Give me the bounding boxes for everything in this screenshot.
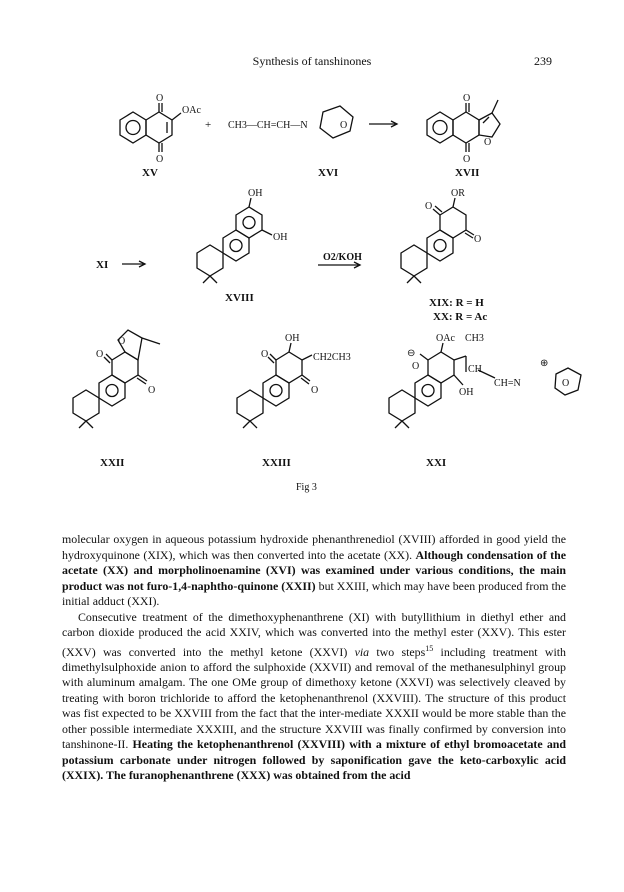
atom-o: O [148,385,156,396]
label-xviii: XVIII [225,292,254,304]
paragraph [62,610,566,784]
label-xix: XIX: R = H [429,297,484,309]
atom-o: O [425,201,433,212]
group-ch-eq-n: CH=N [494,378,521,389]
structure-xviii [197,198,272,283]
structure-xxi [389,343,581,428]
group-ch3: CH3 [465,333,484,344]
atom-oh: OH [459,387,474,398]
running-title: Synthesis of tanshinones [252,54,372,68]
paragraph [62,532,566,610]
structure-xvi [320,106,353,138]
structure-xv [120,103,181,152]
text-run: Heating the ketophenanthrenol (XXVIII) with a mixture of ethyl bromoacetate and potassium carbonate under nitrogen followed by saponification gave the keto-carboxylic acid (XXIX). The furanophenanthrene (XXX) was obtained from the acid [62,737,566,783]
label-xi: XI [96,259,109,271]
atom-or: OR [451,188,465,199]
label-xxi: XXI [426,457,447,469]
atom-oac: OAc [436,333,455,344]
text-run: 15 [425,643,434,653]
text-run: Consecutive treatment of the dimethoxyphenanthrene (XI) with butyllithium in diethyl ether and carbon dioxide produced the acid XXIV, which was converted into the methyl ester (XXV). This ester (XXV) was converted into the methyl ketone (XXVI) [62,609,566,659]
group-ch: CH [468,364,482,375]
atom-o: O [156,154,164,165]
atom-oac: OAc [182,105,201,116]
atom-o: O [311,385,319,396]
atom-o: O [261,349,269,360]
page-number: 239 [534,54,552,68]
label-reagent: O2/KOH [323,252,362,263]
plus-sign: + [205,119,212,131]
plus-charge: ⊕ [540,358,549,369]
atom-oh: OH [273,232,288,243]
text-run: two steps [369,644,426,659]
structure-xxii [73,330,160,428]
atom-oh: OH [248,188,263,199]
enamine-chain: CH3—CH=CH—N [228,120,308,131]
body-text [62,532,566,784]
atom-o: O [463,93,471,104]
atom-o: O [340,120,348,131]
label-xvii: XVII [455,167,480,179]
label-xxiii: XXIII [262,457,291,469]
atom-o: O [156,93,164,104]
group-ch2ch3: CH2CH3 [313,352,351,363]
atom-o: O [463,154,471,165]
atom-o: O [118,336,126,347]
label-xxii: XXII [100,457,125,469]
structure-xix-xx [401,198,474,283]
atom-o: O [412,361,420,372]
minus-charge: ⊖ [407,348,416,359]
label-xv: XV [142,167,158,179]
atom-oh: OH [285,333,300,344]
text-run: molecular oxygen in aqueous potassium hydroxide phenanthrenediol (XVIII) afforded in good yield the hydroxyquinone (XIX), which was then converted into the acetate (XX). [62,532,566,562]
atom-o: O [562,378,570,389]
text-run: but XXIII, which may have been produced from the initial adduct (XXI). [62,578,566,608]
label-xx: XX: R = Ac [433,311,488,323]
atom-o: O [484,137,492,148]
text-run: Although condensation of the acetate (XX) and morpholinoenamine (XVI) was examined under various conditions, the main product was not furo-1,4-naphtho-quinone (XXII) [62,547,566,593]
text-run: via [354,644,370,659]
text-run: including treatment with dimethylsulphoxide anion to afford the sulphoxide (XXVII) and removal of the methanesulphinyl group with aluminum amalgam. The one OMe group of dimethoxy ketone (XXVI) was selectively cleaved by treating with boron trichloride to afford the ketophenanthrenol (XXVIII). The structure of this product was fist expected to be XXVIII from the fact that the inter-mediate XXXII would be more stable than the other possible intermediate XXXIII, and the structure XXVIII was finally confirmed by conversion into tanshinone-II. [62,644,566,752]
atom-o: O [474,234,482,245]
label-xvi: XVI [318,167,339,179]
atom-o: O [96,349,104,360]
figure-caption: Fig 3 [296,482,317,493]
structure-xxiii [237,343,312,428]
